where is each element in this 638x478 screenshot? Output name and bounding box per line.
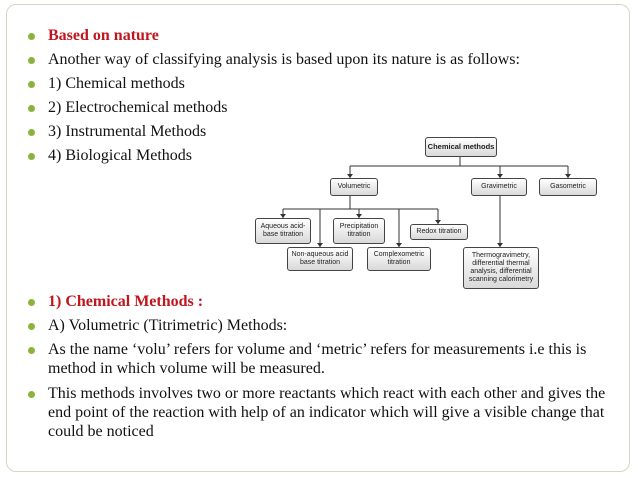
bullet-dot [28, 323, 35, 330]
node-gravimetric: Gravimetric [471, 178, 527, 196]
bullet-dot [28, 33, 35, 40]
bullet-text: 4) Biological Methods [48, 147, 192, 164]
bullet-dot [28, 129, 35, 136]
bullet-text: A) Volumetric (Titrimetric) Methods: [48, 317, 288, 334]
heading-based-on-nature: Based on nature [48, 27, 159, 44]
node-non-aqueous: Non-aqueous acid base titration [287, 247, 353, 271]
bullet-text: 2) Electrochemical methods [48, 99, 228, 116]
node-volumetric: Volumetric [330, 178, 378, 196]
node-complexometric: Complexometric titration [367, 247, 431, 271]
node-precipitation: Precipitation titration [333, 218, 385, 244]
bullet-dot [28, 347, 35, 354]
node-chemical-methods: Chemical methods [425, 137, 497, 157]
heading-chemical-methods: 1) Chemical Methods : [48, 293, 204, 310]
node-thermogravimetry: Thermogravimetry, differential thermal analysis, differential scanning calorimetry [463, 247, 539, 289]
node-gasometric: Gasometric [539, 178, 597, 196]
bullet-dot [28, 105, 35, 112]
bullet-text: Another way of classifying analysis is based upon its nature is as follows: [48, 51, 520, 68]
bullet-text: As the name ‘volu’ refers for volume and ‘metric’ refers for measurements i.e this is method in which volume will be measured. [48, 341, 587, 377]
bullet-dot [28, 153, 35, 160]
bullet-dot [28, 81, 35, 88]
node-redox: Redox titration [410, 224, 468, 240]
bullet-text: 1) Chemical methods [48, 75, 185, 92]
bullet-dot [28, 57, 35, 64]
bullet-dot [28, 299, 35, 306]
bullet-dot [28, 391, 35, 398]
chemical-methods-diagram [255, 130, 603, 292]
node-aqueous-acid-base: Aqueous acid-base titration [255, 218, 311, 244]
bullet-text: This methods involves two or more reactants which react with each other and gives the end point of the reaction with help of an indicator which will give a visible change that could be noticed [48, 385, 606, 440]
bullet-text: 3) Instrumental Methods [48, 123, 207, 140]
